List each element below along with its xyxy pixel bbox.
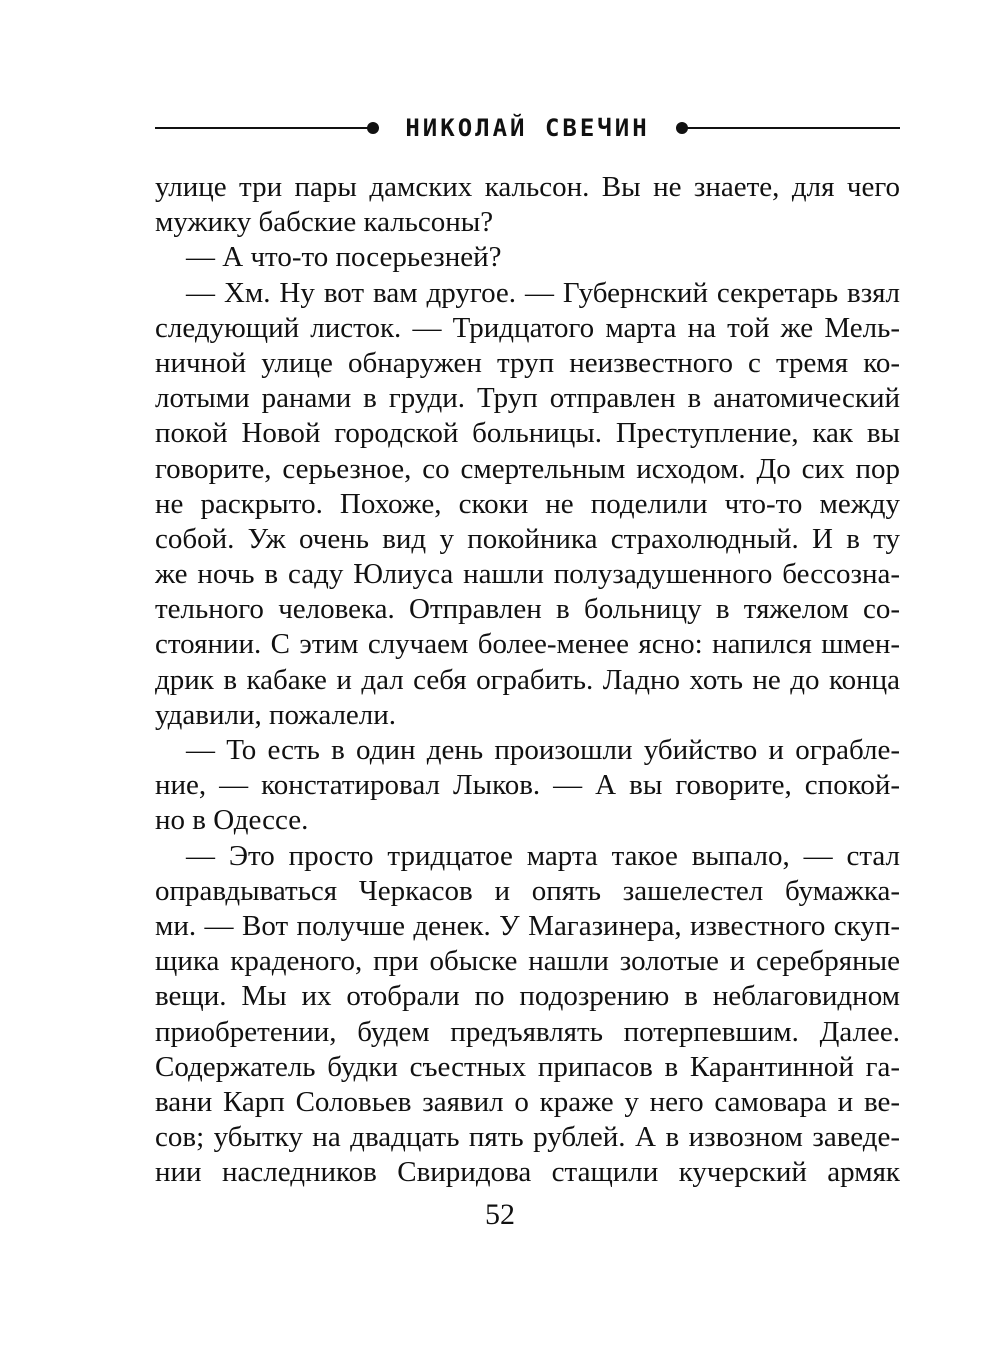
text-line: же ночь в саду Юлиуса нашли полузадушенного бессозна- xyxy=(155,558,900,591)
text-line: — Это просто тридцатое марта такое выпало, — стал xyxy=(186,839,900,872)
page-number: 52 xyxy=(485,1198,515,1231)
text-line: сов; убытку на двадцать пять рублей. А в извозном заведе- xyxy=(155,1121,900,1154)
body-text xyxy=(155,170,900,1190)
text-line: стоянии. С этим случаем более-менее ясно: напился шмен- xyxy=(155,628,900,661)
text-line: не раскрыто. Похоже, скоки не поделили что-то между xyxy=(155,487,900,520)
text-line: щика краденого, при обыске нашли золотые и серебряные xyxy=(155,945,900,978)
text-line: удавили, пожалели. xyxy=(155,698,397,731)
text-line: оправдываться Черкасов и опять зашелестел бумажка- xyxy=(155,874,900,907)
text-line: тельного человека. Отправлен в больницу в тяжелом со- xyxy=(155,593,900,626)
text-line: — То есть в один день произошли убийство и ограбле- xyxy=(186,734,900,766)
text-line: — Хм. Ну вот вам другое. — Губернский секретарь взял xyxy=(186,276,900,309)
header-rule-left xyxy=(155,127,375,129)
text-line: лотыми ранами в груди. Труп отправлен в анатомический xyxy=(155,382,900,415)
text-line: нии наследников Свиридова стащили кучерский армяк xyxy=(155,1156,900,1189)
text-line: вани Карп Соловьев заявил о краже у него самовара и ве- xyxy=(155,1085,900,1118)
text-line: говорите, серьезное, со смертельным исходом. До сих пор xyxy=(155,452,900,485)
text-line: вещи. Мы их отобрали по подозрению в неблаговидном xyxy=(155,980,900,1013)
text-line: покой Новой городской больницы. Преступление, как вы xyxy=(155,417,900,450)
text-line: но в Одессе. xyxy=(155,804,309,837)
text-line: приобретении, будем предъявлять потерпевшим. Далее. xyxy=(155,1015,900,1048)
text-line: мужику бабские кальсоны? xyxy=(155,206,494,239)
running-header xyxy=(155,108,900,148)
author-name: НИКОЛАЙ СВЕЧИН xyxy=(405,114,650,142)
text-line: Содержатель будки съестных припасов в Карантинной га- xyxy=(155,1050,900,1083)
text-line: — А что-то посерьезней? xyxy=(186,241,502,274)
text-line: собой. Уж очень вид у покойника страхолюдный. И в ту xyxy=(155,522,900,555)
text-line: ничной улице обнаружен труп неизвестного с тремя ко- xyxy=(155,346,900,379)
text-line: ние, — констатировал Лыков. — А вы говорите, спокой- xyxy=(155,769,900,802)
text-line: улице три пары дамских кальсон. Вы не знаете, для чего xyxy=(155,171,900,203)
text-line: следующий листок. — Тридцатого марта на той же Мель- xyxy=(155,311,900,344)
header-rule-right xyxy=(680,127,900,129)
text-line: дрик в кабаке и дал себя ограбить. Ладно хоть не до конца xyxy=(155,663,900,696)
text-line: ми. — Вот получше денек. У Магазинера, известного скуп- xyxy=(155,909,900,942)
